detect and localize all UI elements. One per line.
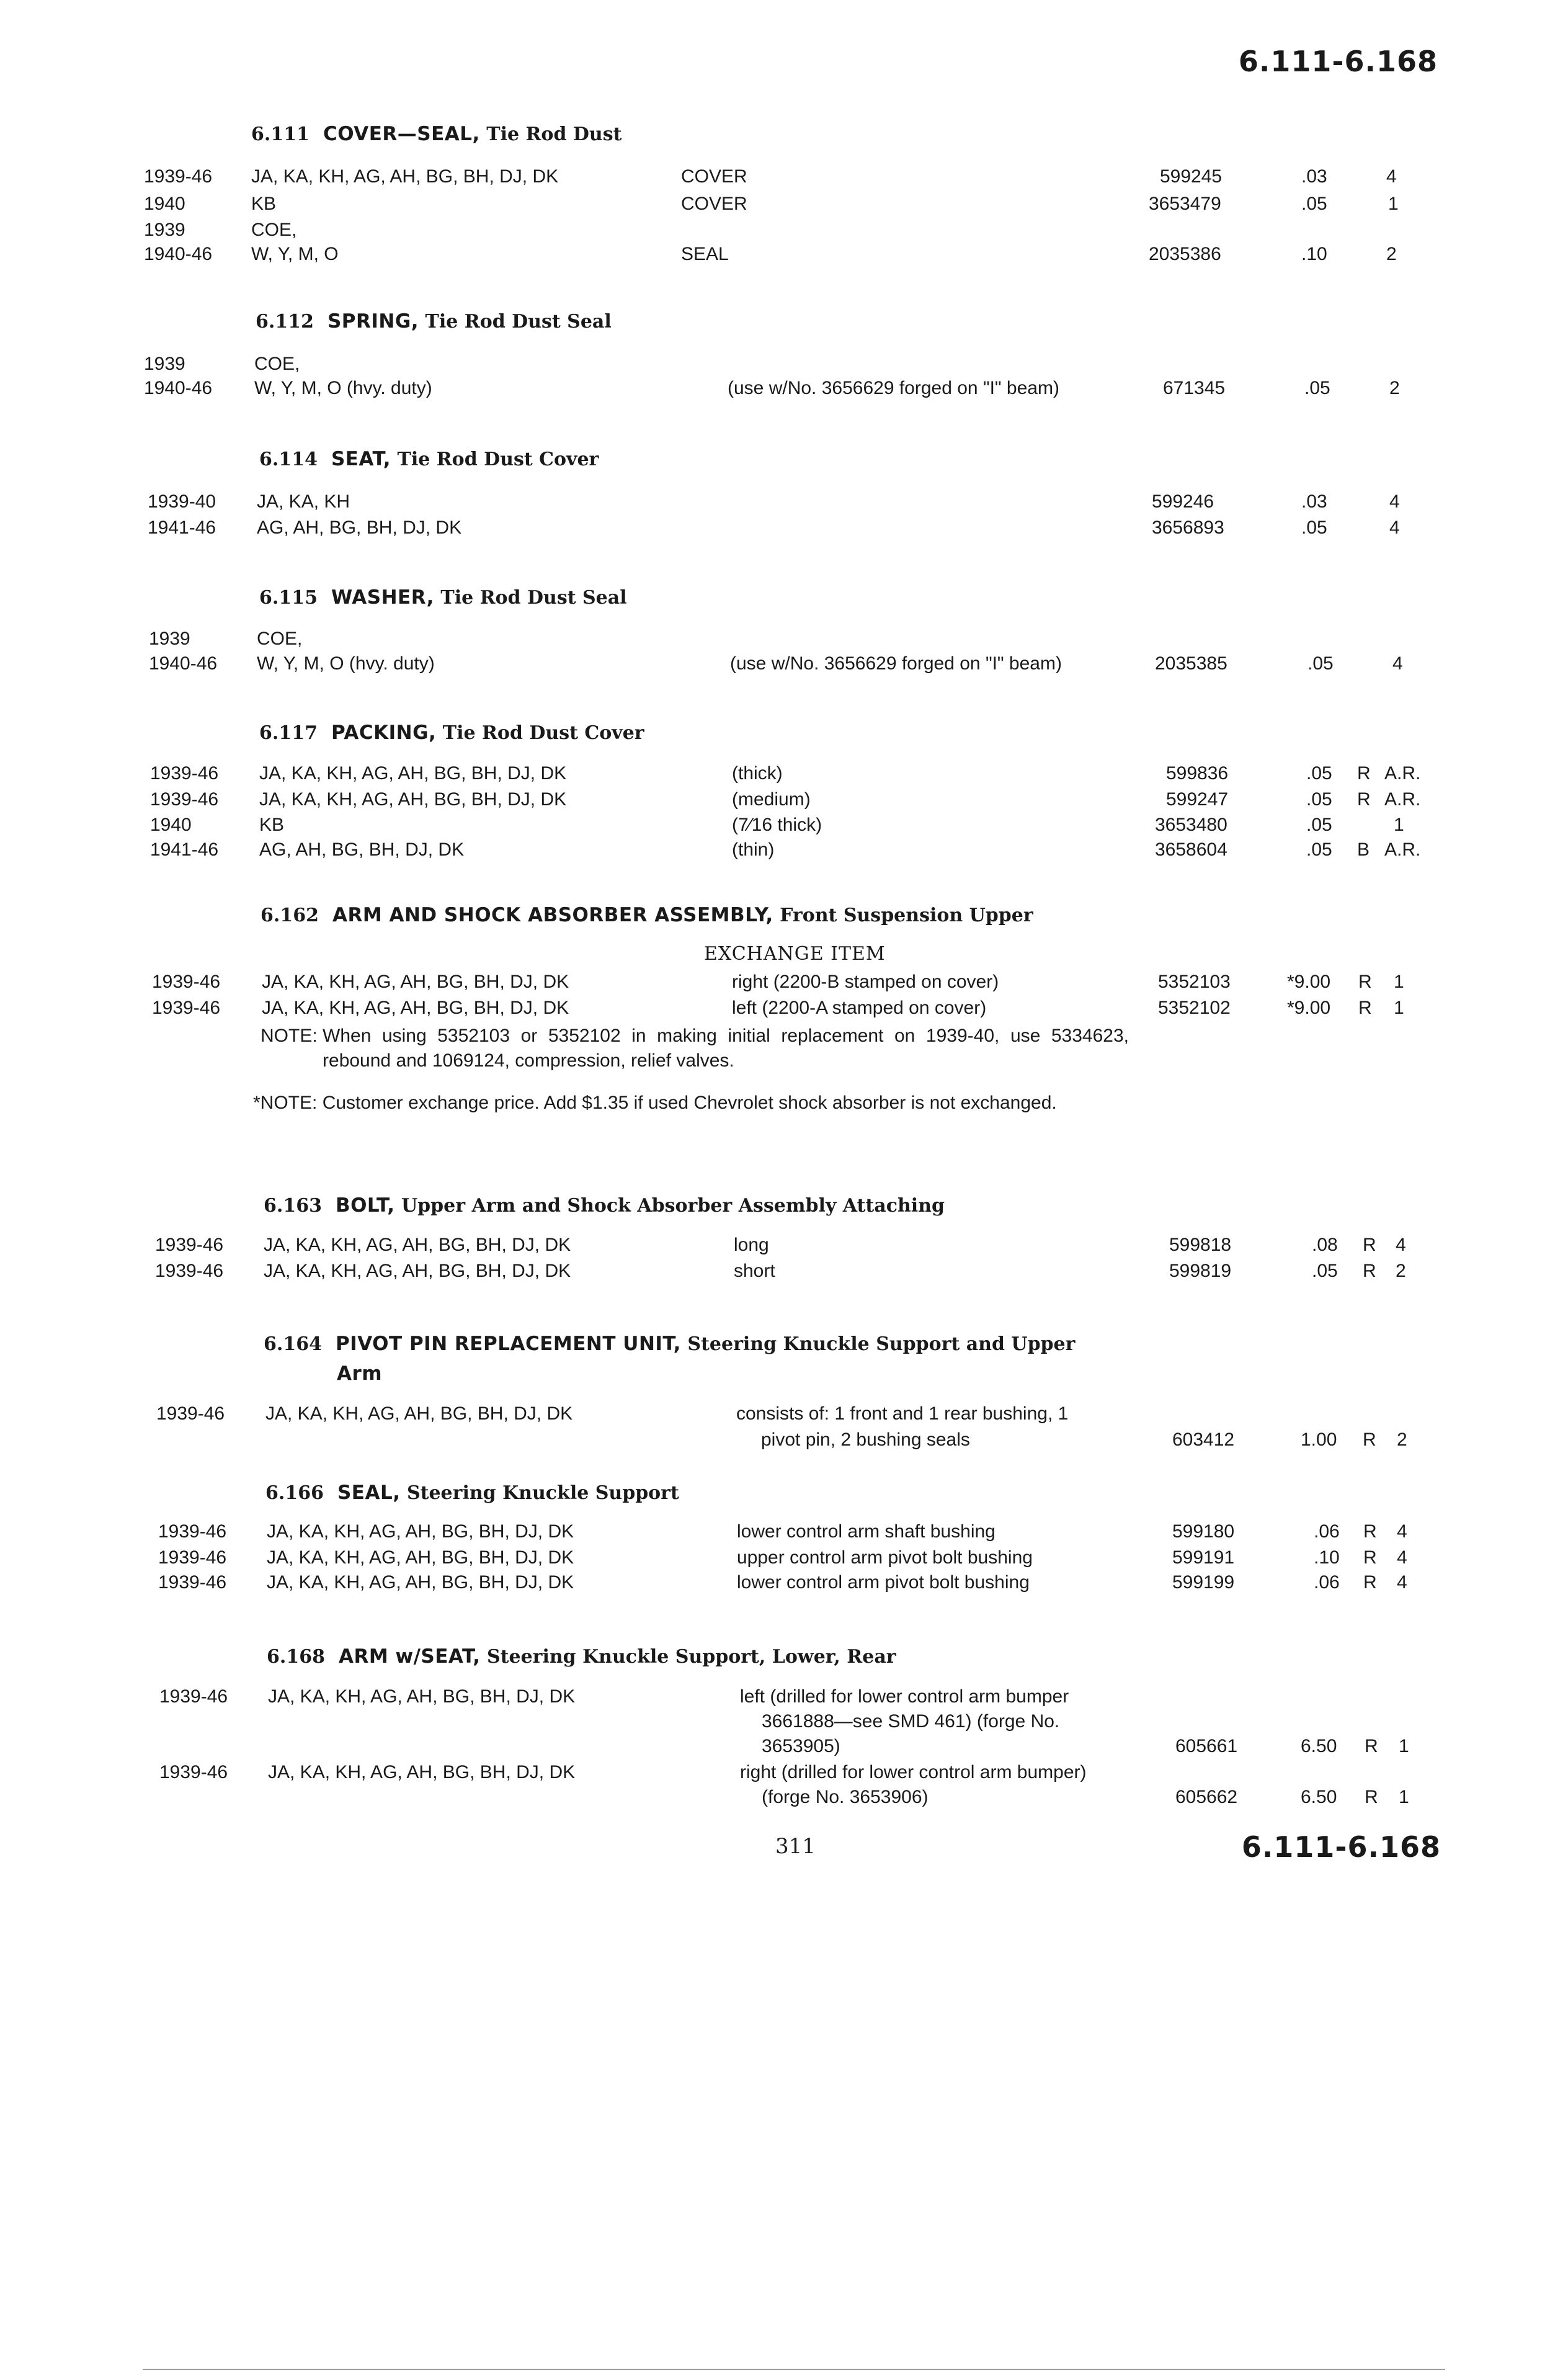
exchange-item-label: EXCHANGE ITEM — [704, 943, 886, 965]
section-name: WASHER, — [331, 586, 434, 609]
description: left (drilled for lower control arm bumper — [740, 1686, 1069, 1707]
section-number: 6.115 — [259, 587, 318, 609]
year-range: 1940 — [144, 194, 185, 214]
code: R — [1365, 1787, 1378, 1807]
table-row — [0, 378, 1568, 403]
models: KB — [251, 194, 277, 214]
table-row — [0, 1762, 1568, 1787]
part-number: 599819 — [1169, 1261, 1232, 1281]
note — [261, 1024, 1141, 1073]
description: short — [734, 1261, 775, 1281]
models: JA, KA, KH, AG, AH, BG, BH, DJ, DK — [262, 998, 569, 1018]
description: right (2200-B stamped on cover) — [732, 972, 999, 992]
section-6-114-title — [259, 448, 599, 470]
table-row — [0, 244, 1568, 269]
part-number: 2035386 — [1149, 244, 1221, 264]
section-6-168-title — [267, 1645, 896, 1668]
section-name: SEAL, — [337, 1482, 401, 1504]
section-6-164-title-continued — [337, 1362, 382, 1385]
year-range: 1940-46 — [144, 244, 213, 264]
year-range: 1939-46 — [152, 998, 221, 1018]
section-6-117-title — [259, 722, 644, 744]
description: long — [734, 1235, 769, 1255]
price: .03 — [1301, 491, 1327, 512]
quantity: 4 — [1397, 1572, 1407, 1593]
code: R — [1358, 972, 1372, 992]
page-number: 311 — [775, 1834, 816, 1859]
description: (medium) — [732, 789, 811, 810]
price: .05 — [1306, 839, 1332, 860]
description: lower control arm shaft bushing — [737, 1521, 996, 1542]
year-range: 1939-46 — [158, 1547, 227, 1568]
section-subject: Steering Knuckle Support — [406, 1482, 679, 1504]
section-number: 6.114 — [259, 449, 318, 470]
code: B — [1357, 839, 1370, 860]
part-number: 599246 — [1152, 491, 1214, 512]
quantity: 1 — [1394, 998, 1404, 1018]
price: .10 — [1314, 1547, 1340, 1568]
quantity: A.R. — [1384, 789, 1421, 810]
part-number: 605661 — [1175, 1736, 1238, 1756]
code: R — [1365, 1736, 1378, 1756]
section-subject: Upper Arm and Shock Absorber Assembly Attaching — [401, 1195, 945, 1217]
price: .08 — [1312, 1235, 1338, 1255]
section-name: SEAT, — [331, 448, 391, 470]
table-row — [0, 194, 1568, 218]
models: KB — [259, 815, 285, 835]
part-number: 3658604 — [1155, 839, 1227, 860]
quantity: 2 — [1386, 244, 1397, 264]
section-number: 6.162 — [261, 905, 319, 926]
section-name: PACKING, — [331, 722, 437, 744]
table-row — [0, 1572, 1568, 1597]
quantity: 1 — [1394, 815, 1404, 835]
models: AG, AH, BG, BH, DJ, DK — [259, 839, 465, 860]
part-number: 5352103 — [1158, 972, 1231, 992]
description: consists of: 1 front and 1 rear bushing, 1 — [736, 1403, 1069, 1424]
quantity: 2 — [1389, 378, 1400, 398]
table-row — [0, 491, 1568, 516]
price: .03 — [1301, 166, 1327, 187]
models: JA, KA, KH, AG, AH, BG, BH, DJ, DK — [262, 972, 569, 992]
year-range: 1939-46 — [158, 1572, 227, 1593]
table-row — [0, 998, 1568, 1022]
price: 6.50 — [1301, 1736, 1337, 1756]
price: .05 — [1304, 378, 1330, 398]
section-number: 6.168 — [267, 1646, 325, 1668]
price: 1.00 — [1301, 1429, 1337, 1450]
header-section-range: 6.111-6.168 — [1238, 45, 1438, 78]
part-number: 3653480 — [1155, 815, 1227, 835]
section-name: PIVOT PIN REPLACEMENT UNIT, — [335, 1333, 681, 1355]
quantity: 4 — [1397, 1521, 1407, 1542]
table-row — [0, 1403, 1568, 1428]
table-row — [0, 839, 1568, 864]
models: JA, KA, KH, AG, AH, BG, BH, DJ, DK — [267, 1547, 574, 1568]
description: upper control arm pivot bolt bushing — [737, 1547, 1033, 1568]
price: .05 — [1312, 1261, 1338, 1281]
code: R — [1358, 998, 1372, 1018]
year-range: 1939-46 — [150, 789, 219, 810]
section-6-162-title — [261, 904, 1033, 926]
year-range: 1939 — [144, 220, 185, 240]
description: (thin) — [732, 839, 775, 860]
part-number: 605662 — [1175, 1787, 1238, 1807]
section-number: 6.112 — [256, 311, 314, 333]
price: .05 — [1306, 763, 1332, 784]
part-number: 599836 — [1166, 763, 1229, 784]
note-label: *NOTE: — [253, 1093, 318, 1113]
models: JA, KA, KH, AG, AH, BG, BH, DJ, DK — [268, 1762, 576, 1782]
table-row — [0, 517, 1568, 542]
quantity: 1 — [1399, 1787, 1409, 1807]
models: JA, KA, KH, AG, AH, BG, BH, DJ, DK — [268, 1686, 576, 1707]
section-subject: Steering Knuckle Support, Lower, Rear — [486, 1646, 896, 1668]
year-range: 1939 — [149, 628, 190, 649]
quantity: A.R. — [1384, 839, 1421, 860]
year-range: 1941-46 — [148, 517, 216, 538]
section-6-164-title — [264, 1333, 1075, 1355]
section-name: COVER—SEAL, — [323, 123, 480, 145]
models: AG, AH, BG, BH, DJ, DK — [257, 517, 462, 538]
code: R — [1363, 1547, 1377, 1568]
code: R — [1363, 1429, 1376, 1450]
price: .10 — [1301, 244, 1327, 264]
code: R — [1363, 1261, 1376, 1281]
models: JA, KA, KH, AG, AH, BG, BH, DJ, DK — [264, 1261, 571, 1281]
year-range: 1939-46 — [144, 166, 213, 187]
quantity: 2 — [1396, 1261, 1406, 1281]
table-row — [0, 815, 1568, 839]
models: JA, KA, KH, AG, AH, BG, BH, DJ, DK — [251, 166, 559, 187]
part-number: 599191 — [1172, 1547, 1235, 1568]
table-row-continued — [0, 1787, 1568, 1812]
description: (thick) — [732, 763, 783, 784]
quantity: 4 — [1386, 166, 1397, 187]
price: 6.50 — [1301, 1787, 1337, 1807]
year-range: 1939-46 — [155, 1261, 224, 1281]
year-range: 1939-46 — [159, 1762, 228, 1782]
description: right (drilled for lower control arm bumper) — [740, 1762, 1087, 1782]
section-subject: Front Suspension Upper — [780, 905, 1033, 926]
models: COE, — [257, 628, 303, 649]
table-row — [0, 628, 1568, 653]
table-row — [0, 166, 1568, 191]
description: COVER — [681, 166, 747, 187]
note-text: When using 5352103 or 5352102 in making initial replacement on 1939-40, use 5334623, rebound and 1069124, compression, relief valves. — [323, 1026, 1129, 1071]
table-row — [0, 1521, 1568, 1546]
note-label: NOTE: — [261, 1026, 318, 1046]
section-6-163-title — [264, 1194, 945, 1217]
section-6-112-title — [256, 310, 612, 333]
description: left (2200-A stamped on cover) — [732, 998, 987, 1018]
models: JA, KA, KH, AG, AH, BG, BH, DJ, DK — [267, 1572, 574, 1593]
part-number: 671345 — [1163, 378, 1226, 398]
section-subject: Tie Rod Dust Seal — [425, 311, 612, 333]
year-range: 1940-46 — [149, 653, 218, 674]
table-row-continued — [0, 1736, 1568, 1761]
models: W, Y, M, O — [251, 244, 339, 264]
models: JA, KA, KH, AG, AH, BG, BH, DJ, DK — [267, 1521, 574, 1542]
table-row — [0, 789, 1568, 814]
section-subject-continued: Arm — [337, 1362, 383, 1385]
code: R — [1363, 1235, 1376, 1255]
models: JA, KA, KH, AG, AH, BG, BH, DJ, DK — [265, 1403, 573, 1424]
part-number: 2035385 — [1155, 653, 1227, 674]
table-row — [0, 763, 1568, 788]
price: .05 — [1306, 815, 1332, 835]
description: (use w/No. 3656629 forged on "I" beam) — [728, 378, 1059, 398]
year-range: 1939-46 — [159, 1686, 228, 1707]
section-name: BOLT, — [335, 1194, 395, 1217]
year-range: 1940 — [150, 815, 192, 835]
quantity: 4 — [1389, 491, 1400, 512]
table-row — [0, 1261, 1568, 1286]
quantity: 4 — [1397, 1547, 1407, 1568]
code: R — [1363, 1521, 1377, 1542]
year-range: 1939-46 — [158, 1521, 227, 1542]
part-number: 599247 — [1166, 789, 1229, 810]
section-subject: Steering Knuckle Support and Upper — [687, 1333, 1076, 1355]
section-name: ARM w/SEAT, — [338, 1645, 481, 1668]
table-row — [0, 354, 1568, 378]
quantity: A.R. — [1384, 763, 1421, 784]
year-range: 1939-46 — [150, 763, 219, 784]
section-subject: Tie Rod Dust Cover — [397, 449, 599, 470]
price: *9.00 — [1287, 998, 1331, 1018]
part-number: 3656893 — [1152, 517, 1224, 538]
price: .05 — [1301, 517, 1327, 538]
section-6-111-title — [251, 123, 621, 145]
section-name: SPRING, — [327, 310, 419, 333]
price: *9.00 — [1287, 972, 1331, 992]
part-number: 3653479 — [1149, 194, 1221, 214]
description-continued: (forge No. 3653906) — [762, 1787, 929, 1807]
table-row — [0, 972, 1568, 996]
section-number: 6.111 — [251, 123, 310, 145]
description: COVER — [681, 194, 747, 214]
models: COE, — [251, 220, 297, 240]
models: W, Y, M, O (hvy. duty) — [254, 378, 432, 398]
models: JA, KA, KH, AG, AH, BG, BH, DJ, DK — [264, 1235, 571, 1255]
year-range: 1939-46 — [152, 972, 221, 992]
description-continued: pivot pin, 2 bushing seals — [761, 1429, 970, 1450]
part-number: 599818 — [1169, 1235, 1232, 1255]
quantity: 1 — [1394, 972, 1404, 992]
section-number: 6.117 — [259, 722, 318, 744]
code: R — [1357, 763, 1371, 784]
description: (use w/No. 3656629 forged on "I" beam) — [730, 653, 1062, 674]
description: (7⁄16 thick) — [732, 815, 822, 835]
year-range: 1940-46 — [144, 378, 213, 398]
year-range: 1939-46 — [156, 1403, 225, 1424]
year-range: 1939-40 — [148, 491, 216, 512]
models: COE, — [254, 354, 300, 374]
part-number: 603412 — [1172, 1429, 1235, 1450]
year-range: 1939-46 — [155, 1235, 224, 1255]
section-subject: Tie Rod Dust Cover — [442, 722, 644, 744]
footer-section-range: 6.111-6.168 — [1241, 1830, 1441, 1864]
price: .05 — [1306, 789, 1332, 810]
quantity: 4 — [1392, 653, 1403, 674]
section-number: 6.166 — [265, 1482, 324, 1504]
quantity: 1 — [1399, 1736, 1409, 1756]
table-row — [0, 220, 1568, 244]
description-continued: 3661888—see SMD 461) (forge No. — [762, 1711, 1060, 1732]
description-continued: 3653905) — [762, 1736, 840, 1756]
section-subject: Tie Rod Dust — [486, 123, 622, 145]
models: JA, KA, KH, AG, AH, BG, BH, DJ, DK — [259, 763, 567, 784]
note — [253, 1091, 1141, 1116]
description: SEAL — [681, 244, 729, 264]
year-range: 1939 — [144, 354, 185, 374]
table-row — [0, 1235, 1568, 1259]
price: .05 — [1307, 653, 1334, 674]
price: .06 — [1314, 1572, 1340, 1593]
part-number: 599199 — [1172, 1572, 1235, 1593]
quantity: 2 — [1397, 1429, 1407, 1450]
section-6-166-title — [265, 1482, 679, 1504]
year-range: 1941-46 — [150, 839, 219, 860]
table-row — [0, 1686, 1568, 1711]
description: lower control arm pivot bolt bushing — [737, 1572, 1030, 1593]
section-name: ARM AND SHOCK ABSORBER ASSEMBLY, — [332, 904, 773, 926]
table-row — [0, 1429, 1568, 1454]
part-number: 5352102 — [1158, 998, 1231, 1018]
code: R — [1363, 1572, 1377, 1593]
section-6-115-title — [259, 586, 627, 609]
part-number: 599180 — [1172, 1521, 1235, 1542]
note-text: Customer exchange price. Add $1.35 if used Chevrolet shock absorber is not exchanged. — [322, 1093, 1057, 1113]
section-number: 6.164 — [264, 1333, 322, 1355]
part-number: 599245 — [1160, 166, 1223, 187]
price: .06 — [1314, 1521, 1340, 1542]
table-row-continued — [0, 1711, 1568, 1736]
price: .05 — [1301, 194, 1327, 214]
quantity: 4 — [1396, 1235, 1406, 1255]
section-subject: Tie Rod Dust Seal — [440, 587, 627, 609]
table-row — [0, 1547, 1568, 1572]
models: JA, KA, KH — [257, 491, 350, 512]
section-number: 6.163 — [264, 1195, 322, 1217]
table-row — [0, 653, 1568, 678]
quantity: 1 — [1388, 194, 1399, 214]
quantity: 4 — [1389, 517, 1400, 538]
models: W, Y, M, O (hvy. duty) — [257, 653, 435, 674]
models: JA, KA, KH, AG, AH, BG, BH, DJ, DK — [259, 789, 567, 810]
code: R — [1357, 789, 1371, 810]
